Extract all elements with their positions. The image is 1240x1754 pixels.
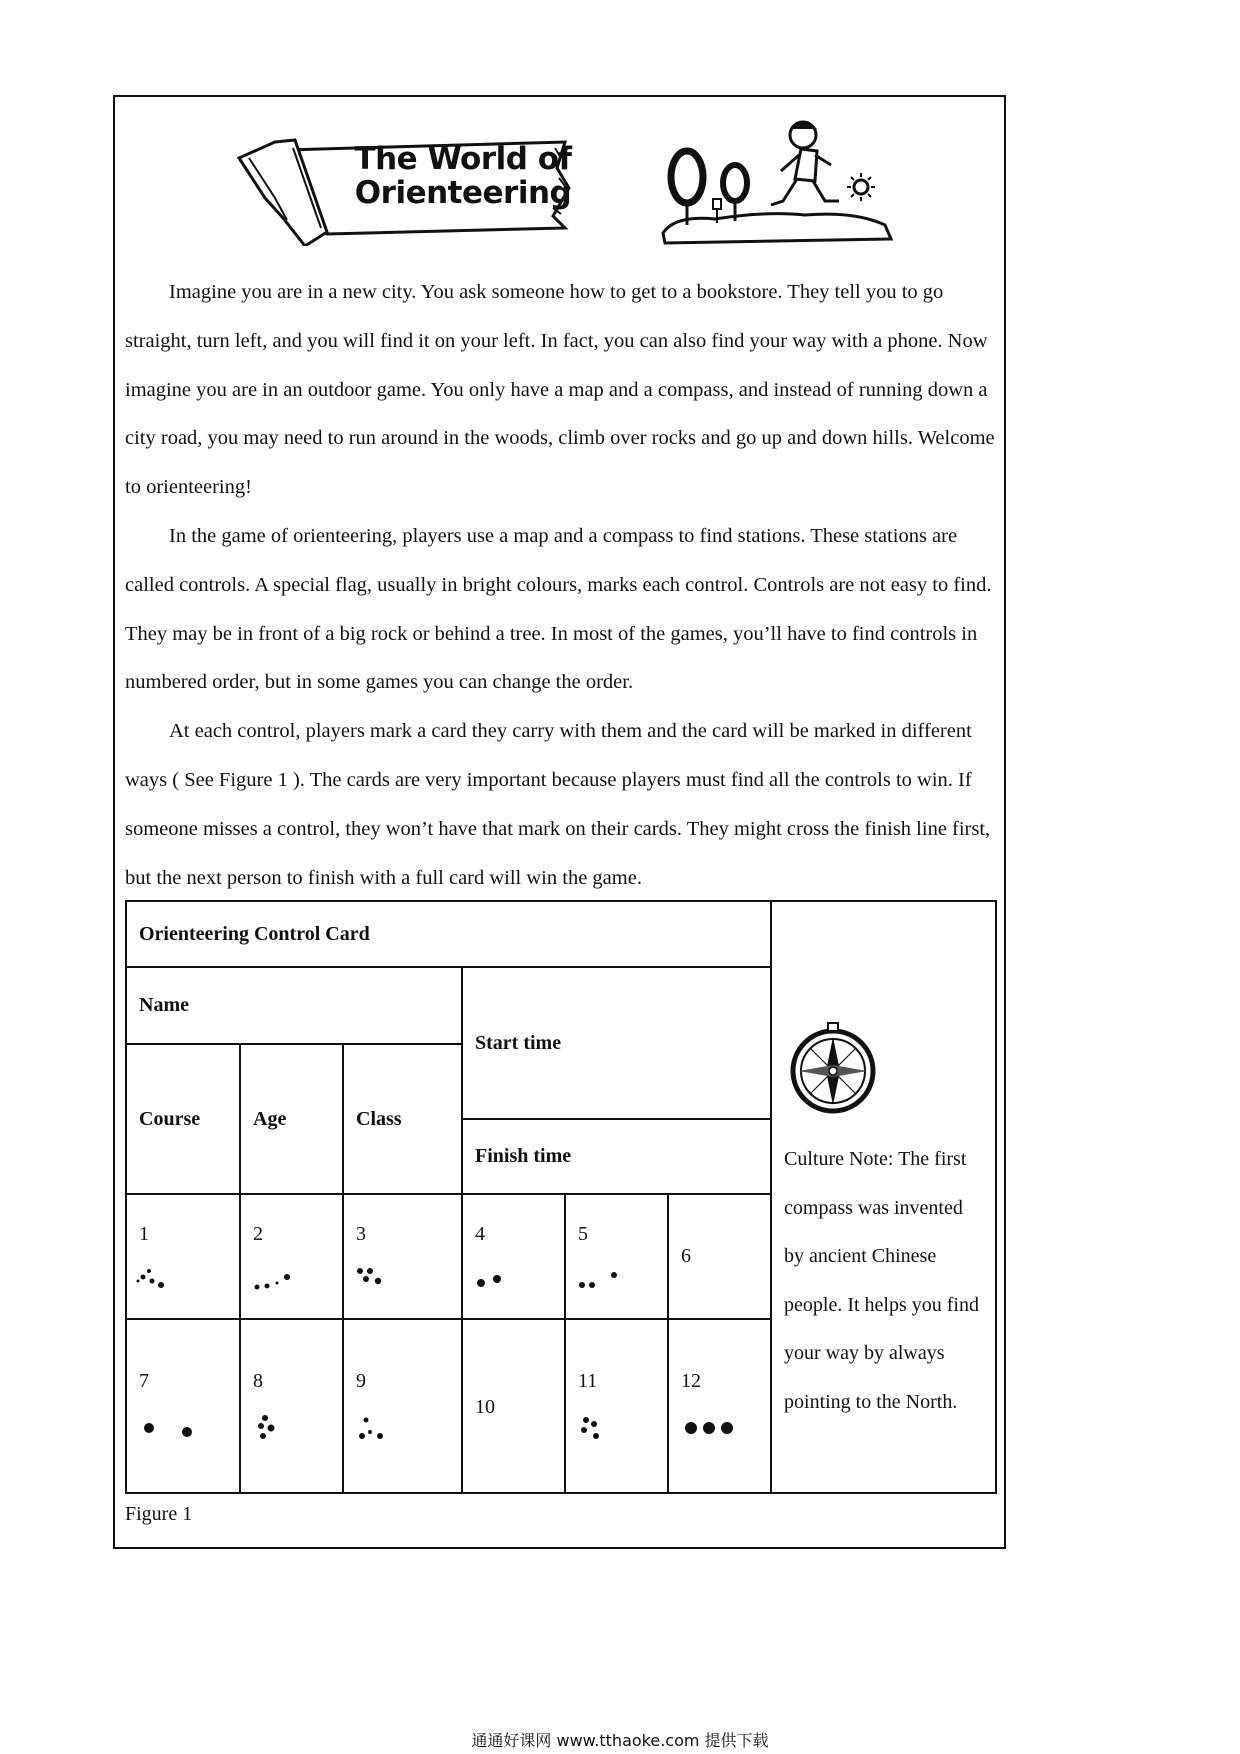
control-cell [240,1319,343,1493]
class-label: Class [343,1044,462,1194]
control-number: 11 [578,1370,598,1392]
control-cell [240,1194,343,1319]
compass-icon [790,1015,876,1127]
control-number: 9 [356,1370,366,1392]
control-number: 3 [356,1223,366,1245]
control-cell [126,1319,240,1493]
control-number: 12 [681,1370,701,1392]
control-cell [668,1319,771,1493]
age-label: Age [240,1044,343,1194]
paragraph-2: In the game of orienteering, players use a map and a compass to find stations. These stations are called controls. A special flag, usually in bright colours, marks each control. Controls are not easy to find. They may be in front of a big rock or behind a tree. In most of the games, you’ll have to find controls in numbered order, but in some games you can change the order. [125,524,992,694]
control-card-table [125,900,997,1494]
control-number: 2 [253,1223,263,1245]
control-number: 7 [139,1370,149,1392]
control-cell [462,1319,565,1493]
control-number: 4 [475,1223,485,1245]
banner-title: The World of Orienteering [354,141,572,211]
control-cell [343,1194,462,1319]
punch-mark [574,1265,624,1295]
article-body [125,268,995,902]
control-cell [565,1194,668,1319]
control-number: 6 [681,1245,691,1267]
culture-note-cell [771,901,996,1493]
punch-mark [574,1412,614,1446]
control-number: 1 [139,1223,149,1245]
finish-time-label: Finish time [462,1119,771,1194]
culture-note: Culture Note: The first compass was invented by ancient Chinese people. It helps you find your way by always pointing to the North. [784,1148,979,1413]
control-number: 5 [578,1223,588,1245]
page-footer: 通通好课网 www.tthaoke.com 提供下载 [471,1731,769,1750]
figure-caption: Figure 1 [125,1503,193,1525]
punch-mark [135,1267,175,1297]
paragraph-3: At each control, players mark a card they carry with them and the card will be marked in different ways ( See Figure 1 ). The cards are very important because players must find all the controls to win. If someone misses a control, they won’t have that mark on their cards. They might cross the finish line first, but the next person to finish with a full card will win the game. [125,720,991,889]
course-label: Course [126,1044,240,1194]
control-cell [343,1319,462,1493]
runner-scene-illustration [655,115,895,250]
control-number: 8 [253,1370,263,1392]
control-cell [668,1194,771,1319]
paragraph-1: Imagine you are in a new city. You ask someone how to get to a bookstore. They tell you to go straight, turn left, and you will find it on your left. In fact, you can also find your way with a phone. Now imagine you are in an outdoor game. You only have a map and a compass, and instead of running down a city road, you may need to run around in the woods, climb over rocks and go up and down hills. Welcome to orienteering! [125,281,995,499]
control-cell [126,1194,240,1319]
punch-mark [352,1414,392,1448]
name-label: Name [126,967,462,1044]
control-number: 10 [475,1396,495,1418]
punch-mark [352,1263,392,1293]
start-time-label: Start time [462,967,771,1119]
punch-mark [471,1267,511,1297]
punch-mark [249,1412,289,1446]
punch-mark [249,1267,299,1297]
punch-mark [135,1418,195,1448]
punch-mark [677,1416,747,1446]
control-cell [462,1194,565,1319]
control-cell [565,1319,668,1493]
card-title: Orienteering Control Card [126,901,771,967]
